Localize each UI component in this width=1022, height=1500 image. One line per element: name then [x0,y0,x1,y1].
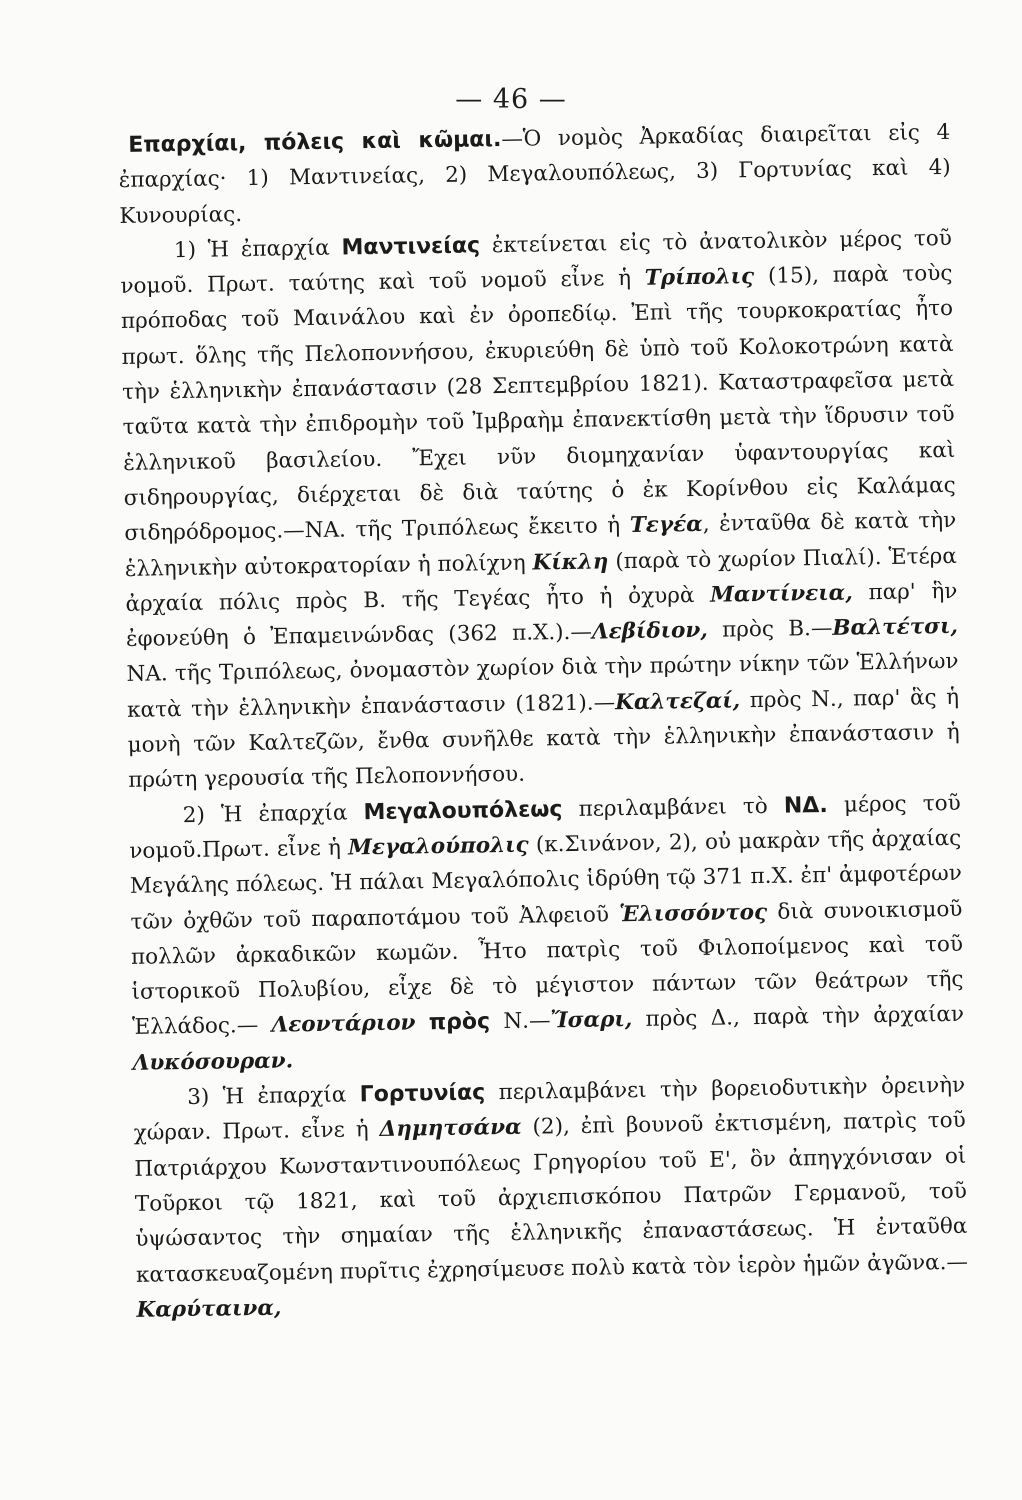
text-run: 1) Ἡ ἐπαρχία [173,235,342,264]
text-run: μέρος τοῦ νομοῦ.Πρωτ. εἶνε ἡ [129,790,961,864]
text-run: , ἐνταῦθα δὲ κατὰ τὴν ἑλληνικὴν αὐτοκρατορίαν ἡ πολίχνη [124,508,957,582]
place-name: Λυκόσουραν. [132,1048,294,1076]
place-name: Τεγέα [629,512,703,539]
text-run: (κ.Σινάνον, 2), οὐ μακρὰν τῆς ἀρχαίας Μεγάλης πόλεως. Ἡ πάλαι Μεγαλόπολις ἱδρύθη τῷ 371 π.Χ. ἐπ' ἀμφοτέρων τῶν ὀχθῶν τοῦ παραποτάμου τοῦ Ἀλφειοῦ [129,825,963,935]
page-number: — 46 — [455,84,567,115]
place-name: Ἴσαρι, [550,1007,633,1034]
place-name: Μαντίνεια, [709,580,853,608]
text-run: περιλαμβάνει τὴν βορειοδυτικὴν ὀρεινὴν χώραν. Πρωτ. εἶνε ἡ [133,1072,966,1147]
bold-heading-term: πρὸς [428,1009,491,1036]
text-run: Ν.— [489,1008,551,1035]
text-run: ΝΑ. τῆς Τριπόλεως, ὀνομαστὸν χωρίον διὰ τὴν πρώτην νίκην τῶν Ἑλλήνων κατὰ τὴν ἑλληνικὴν ἐπανάστασιν (1821).— [126,649,959,723]
text-run: παρ' ἣν ἐφονεύθη ὁ Ἐπαμεινώνδας (362 π.Χ.).— [125,578,958,653]
place-name: Ἑλισσόντος [619,899,768,927]
text-run: πρὸς Β.— [707,615,833,643]
place-name: Λεοντάριον [271,1010,416,1039]
text-run: —Ὁ νομὸς Ἀρκαδίας διαιρεῖται εἰς 4 ἐπαρχίας· 1) Μαντινείας, 2) Μεγαλουπόλεως, 3) Γορτυνίας καὶ 4) Κυνουρίας. [118,119,951,229]
bold-heading-term: Επαρχίαι, πόλεις καὶ κῶμαι. [128,126,502,158]
place-name: Κίκλη [532,548,609,576]
text-run: πρὸς Δ., παρὰ τὴν ἀρχαίαν [632,1002,965,1033]
bold-heading-term: Γορτυνίας [359,1080,486,1108]
place-name: Καλτεζαί, [614,688,741,716]
bold-heading-term: Μαντινείας [341,233,481,261]
place-name: Καρύταινα, [136,1295,282,1323]
paragraph-intro [118,115,952,234]
paragraph-megalopolis [129,785,965,1080]
place-name: Δημητσάνα [379,1115,522,1143]
text-run: (παρὰ τὸ χωρίον Πιαλί). Ἑτέρα ἀρχαία πόλις πρὸς Β. τῆς Τεγέας ἦτο ἡ ὀχυρὰ [125,543,958,617]
text-run: πρὸς Ν., παρ' ἃς ἡ μονὴ τῶν Καλτεζῶν, ἔνθα συνῆλθε κατὰ τὴν ἑλληνικὴν ἐπανάστασιν ἡ πρώτη γερουσία τῆς Πελοποννήσου. [127,684,960,794]
paragraph-gortynia [133,1068,969,1328]
place-name: Βαλτέτσι, [832,614,959,641]
bold-heading-term: Μεγαλουπόλεως [363,796,563,825]
place-name: Μεγαλούπολις [347,832,529,861]
text-run: ἐκτείνεται εἰς τὸ ἀνατολικὸν μέρος τοῦ νομοῦ. Πρωτ. ταύτης καὶ τοῦ νομοῦ εἶνε ἡ [120,225,953,300]
paragraph-mantineia [120,221,961,799]
text-run: (2), ἐπὶ βουνοῦ ἐκτισμένη, πατρὶς τοῦ Πατριάρχου Κωνσταντινουπόλεως Γρηγορίου τοῦ Ε', ὃν ἀπηγχόνισαν οἱ Τοῦρκοι τῷ 1821, καὶ τοῦ ἀρχιεπισκόπου Πατρῶν Γερμανοῦ, τοῦ ὑψώσαντος τὴν σημαίαν τῆς ἑλληνικῆς ἐπαναστάσεως. Ἡ ἐνταῦθα κατασκευαζομένη πυρῖτις ἐχρησίμευσε πολὺ κατὰ τὸν ἱερὸν ἡμῶν ἀγῶνα.— [134,1108,969,1288]
text-run: περιλαμβάνει τὸ [562,793,785,822]
text-run: (15), παρὰ τοὺς πρόποδας τοῦ Μαινάλου καὶ ἐν ὀροπεδίῳ. Ἐπὶ τῆς τουρκοκρατίας ἦτο πρωτ. ὅλης τῆς Πελοποννήσου, ἐκυριεύθη δὲ ὑπὸ τοῦ Κολοκοτρώνη κατὰ τὴν ἑλληνικὴν ἐπανάστασιν (28 Σεπτεμβρίου 1821). Καταστραφεῖσα μετὰ ταῦτα κατὰ τὴν ἐπιδρομὴν τοῦ Ἰμβραὴμ ἐπανεκτίσθη μετὰ τὴν ἵδρυσιν τοῦ ἑλληνικοῦ βασιλείου. Ἔχει νῦν διομηχανίαν ὑφαντουργίας καὶ σιδηρουργίας, διέρχεται δὲ διὰ ταύτης ὁ ἐκ Κορίνθου εἰς Καλάμας σιδηρόδρομος.—ΝΑ. τῆς Τριπόλεως ἔκειτο ἡ [120,261,956,547]
text-run: 2) Ἡ ἐπαρχία [182,799,364,828]
body-text [118,115,969,1328]
place-name: Τρίπολις [644,264,755,291]
text-run [415,1011,429,1036]
place-name: Λεβίδιον, [591,617,709,645]
text-run: 3) Ἡ ἐπαρχία [187,1082,360,1111]
text-run: διὰ συνοικισμοῦ πολλῶν ἀρκαδικῶν κωμῶν. Ἦτο πατρὶς τοῦ Φιλοποίμενος καὶ τοῦ ἱστορικοῦ Πολυβίου, εἶχε δὲ τὸ μέγιστον πάντων τῶν θεάτρων τῆς Ἑλλάδος.— [130,896,964,1041]
bold-heading-term: ΝΔ. [783,792,828,819]
